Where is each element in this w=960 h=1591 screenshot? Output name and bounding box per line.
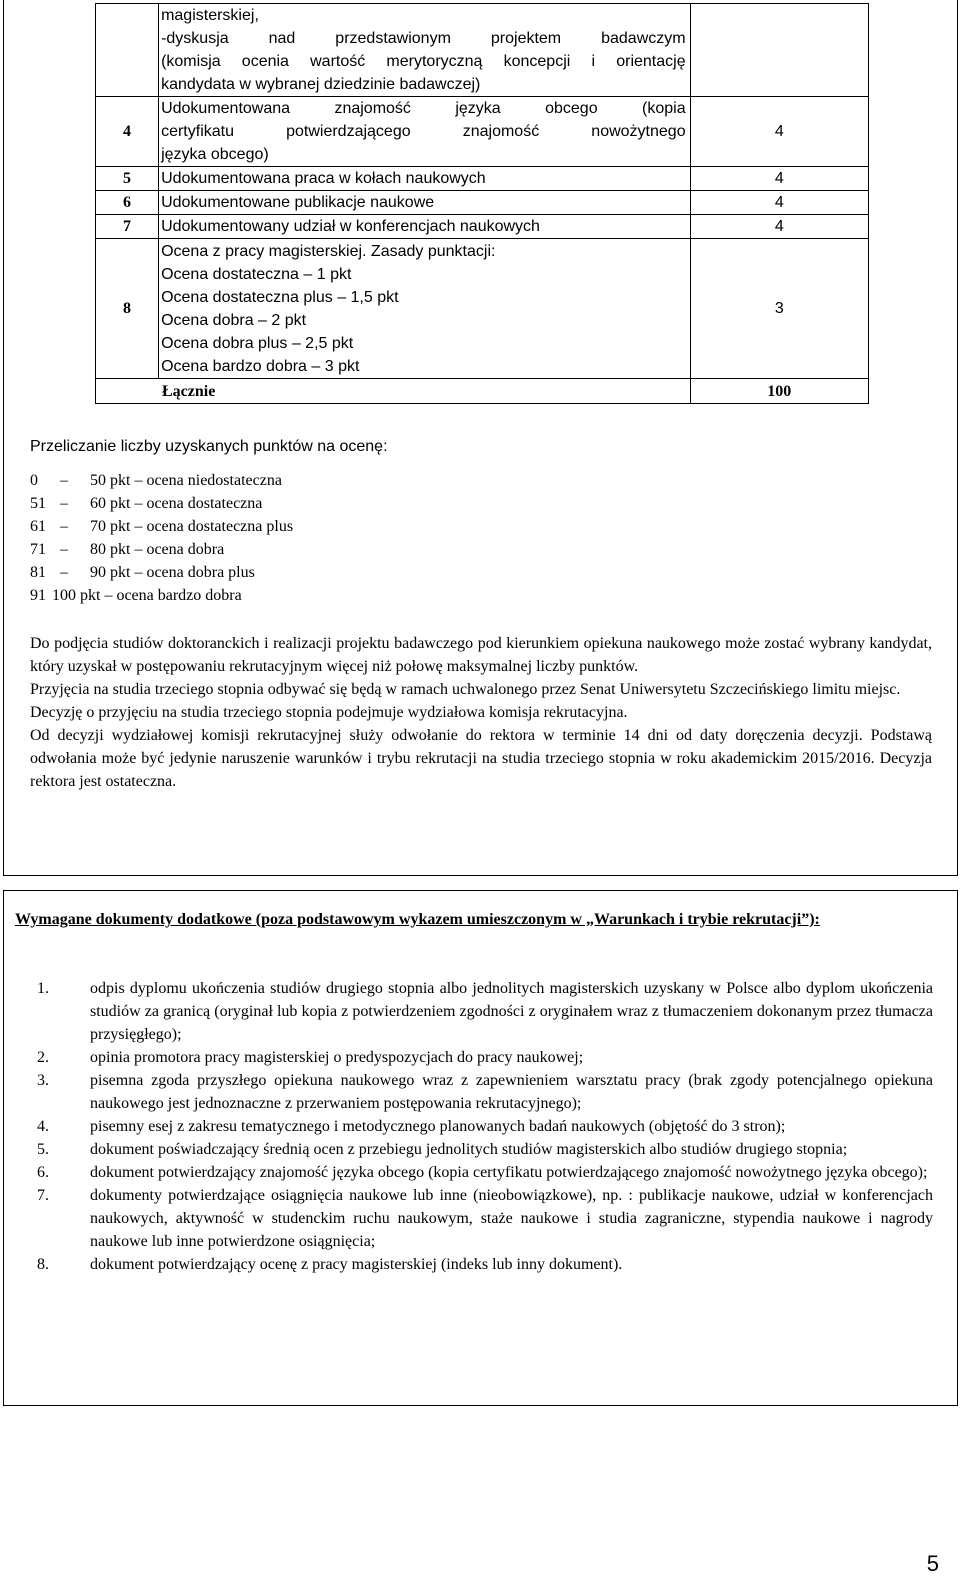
- admission-rules: [30, 632, 932, 793]
- scale-to: 100 pkt – ocena bardzo dobra: [52, 587, 242, 604]
- row-number: 4: [96, 97, 159, 167]
- row-number: 7: [96, 215, 159, 239]
- requirements-heading: [15, 908, 940, 931]
- scale-row: [30, 584, 940, 607]
- table-row: [96, 97, 869, 167]
- table-row: [96, 191, 869, 215]
- description-line: -dyskusja nad przedstawionym projektem badawczym: [161, 30, 686, 47]
- scale-from: 81: [30, 564, 46, 581]
- description-line: języka obcego): [161, 146, 269, 163]
- scale-dash: –: [60, 541, 68, 558]
- row-points: 4: [690, 215, 868, 239]
- total-value: [690, 379, 868, 404]
- row-points: 3: [690, 239, 868, 379]
- table-row: [96, 4, 869, 97]
- scale-to: 70 pkt – ocena dostateczna plus: [90, 518, 294, 535]
- description-line: Ocena dobra – 2 pkt: [161, 311, 307, 329]
- requirements-ol: [15, 977, 933, 1276]
- scale-row: [30, 561, 940, 584]
- scale-dash: –: [60, 495, 68, 512]
- scale-from: 71: [30, 541, 46, 558]
- row-points: 4: [690, 191, 868, 215]
- description-line: kandydata w wybranej dziedzinie badawczej): [161, 76, 481, 93]
- description-line: Ocena dostateczna – 1 pkt: [161, 265, 352, 283]
- row-description: [159, 191, 691, 215]
- list-item: [15, 1184, 933, 1253]
- row-description: [159, 167, 691, 191]
- item-number: 7.: [37, 1187, 49, 1204]
- scale-dash: –: [60, 564, 68, 581]
- scale-to: 90 pkt – ocena dobra plus: [90, 564, 255, 581]
- requirements-heading-text: Wymagane dokumenty dodatkowe (poza podstawowym wykazem umieszczonym w „Warunkach i trybie rekrutacji”):: [15, 911, 820, 928]
- row-points: 4: [690, 167, 868, 191]
- item-text: pisemny esej z zakresu tematycznego i metodycznego planowanych badań naukowych (objętość do 3 stron);: [90, 1118, 786, 1135]
- item-text: dokument potwierdzający ocenę z pracy magisterskiej (indeks lub inny dokument).: [90, 1256, 623, 1273]
- list-item: [15, 1161, 933, 1184]
- row-number: [96, 4, 159, 97]
- list-item: [15, 977, 933, 1046]
- description-line: certyfikatu potwierdzającego znajomość nowożytnego: [161, 123, 686, 140]
- row-description: [159, 215, 691, 239]
- description-line: magisterskiej,: [161, 7, 259, 24]
- row-description: [159, 97, 691, 167]
- description-line: Ocena bardzo dobra – 3 pkt: [161, 357, 360, 375]
- scale-row: [30, 469, 940, 492]
- item-number: 1.: [37, 980, 49, 997]
- item-number: 4.: [37, 1118, 49, 1135]
- rule-paragraph: Do podjęcia studiów doktoranckich i realizacji projektu badawczego pod kierunkiem opiekuna naukowego może zostać wybrany kandydat, który uzyskał w postępowaniu rekrutacyjnym więcej niż połowę maksymalnej liczby punktów.: [30, 635, 932, 675]
- rule-paragraph: Decyzję o przyjęciu na studia trzeciego stopnia podejmuje wydziałowa komisja rekrutacyjna.: [30, 704, 628, 721]
- description-line: Udokumentowane publikacje naukowe: [161, 194, 435, 211]
- conversion-heading: Przeliczanie liczby uzyskanych punktów na ocenę:: [30, 438, 388, 455]
- table-total-row: [96, 379, 869, 404]
- scale-to: 50 pkt – ocena niedostateczna: [90, 472, 282, 489]
- row-points: [690, 4, 868, 97]
- scale-from: 91: [30, 587, 46, 604]
- table-row: [96, 215, 869, 239]
- description-line: Ocena z pracy magisterskiej. Zasady punktacji:: [161, 242, 496, 260]
- item-text: dokumenty potwierdzające osiągnięcia naukowe lub inne (nieobowiązkowe), np. : publikacje naukowe, udział w konferencjach naukowych, aktywność w studenckim ruchu naukowym, staże naukowe i studia zagraniczne, stypendia naukowe i nagrody naukowe lub inne potwierdzone osiągnięcia;: [90, 1187, 933, 1250]
- scale-row: [30, 515, 940, 538]
- scale-from: 51: [30, 495, 46, 512]
- rule-paragraph: Od decyzji wydziałowej komisji rekrutacyjnej służy odwołanie do rektora w terminie 14 dni od daty doręczenia decyzji. Podstawą odwołania może być jedynie naruszenie warunków i trybu rekrutacji na studia trzeciego stopnia w roku akademickim 2015/2016. Decyzja rektora jest ostateczna.: [30, 727, 932, 790]
- description-line: Udokumentowana praca w kołach naukowych: [161, 170, 486, 187]
- list-item: [15, 1253, 933, 1276]
- item-text: dokument potwierdzający znajomość języka obcego (kopia certyfikatu potwierdzającego znajomość nowożytnego języka obcego);: [90, 1164, 928, 1181]
- item-text: opinia promotora pracy magisterskiej o predyspozycjach do pracy naukowej;: [90, 1049, 584, 1066]
- item-number: 6.: [37, 1164, 49, 1181]
- list-item: [15, 1046, 933, 1069]
- item-number: 3.: [37, 1072, 49, 1089]
- row-number: 6: [96, 191, 159, 215]
- scoring-table: [95, 3, 869, 404]
- total-label-cell: [96, 379, 691, 404]
- item-text: dokument poświadczający średnią ocen z przebiegu jednolitych studiów magisterskich albo studiów drugiego stopnia;: [90, 1141, 848, 1158]
- row-number: 5: [96, 167, 159, 191]
- list-item: [15, 1115, 933, 1138]
- list-item: [15, 1138, 933, 1161]
- item-text: odpis dyplomu ukończenia studiów drugiego stopnia albo jednolitych magisterskich uzyskany w Polsce albo dyplom ukończenia studiów za granicą (oryginał lub kopia z potwierdzeniem zgodności z oryginałem wraz z tłumaczeniem dokonanym przez tłumacza przysięgłego);: [90, 980, 933, 1043]
- rule-paragraph: Przyjęcia na studia trzeciego stopnia odbywać się będą w ramach uchwalonego przez Senat Uniwersytetu Szczecińskiego limitu miejsc.: [30, 681, 901, 698]
- table-row: [96, 167, 869, 191]
- description-line: (komisja ocenia wartość merytoryczną koncepcji i orientację: [161, 53, 686, 70]
- conversion-scale: [30, 469, 940, 607]
- list-item: [15, 1069, 933, 1115]
- scale-dash: –: [60, 518, 68, 535]
- total-label: Łącznie: [162, 382, 216, 400]
- row-description: [159, 239, 691, 379]
- scale-row: [30, 538, 940, 561]
- scale-row: [30, 492, 940, 515]
- scale-to: 80 pkt – ocena dobra: [90, 541, 225, 558]
- description-line: Udokumentowana znajomość języka obcego (kopia: [161, 100, 686, 117]
- total-value-text: 100: [767, 382, 792, 400]
- row-number: 8: [96, 239, 159, 379]
- item-number: 5.: [37, 1141, 49, 1158]
- item-text: pisemna zgoda przyszłego opiekuna naukowego wraz z zapewnieniem warsztatu pracy (brak zgody potencjalnego opiekuna naukowego jest jednoznaczne z przerwaniem postępowania rekrutacyjnego);: [90, 1072, 933, 1112]
- item-number: 2.: [37, 1049, 49, 1066]
- description-line: Udokumentowany udział w konferencjach naukowych: [161, 218, 540, 235]
- scale-to: 60 pkt – ocena dostateczna: [90, 495, 263, 512]
- scale-dash: –: [60, 472, 68, 489]
- description-line: Ocena dostateczna plus – 1,5 pkt: [161, 288, 399, 306]
- row-points: 4: [690, 97, 868, 167]
- scale-from: 61: [30, 518, 46, 535]
- table-row: [96, 239, 869, 379]
- item-number: 8.: [37, 1256, 49, 1273]
- requirements-list: [15, 977, 933, 1276]
- scale-from: 0: [30, 472, 38, 489]
- row-description: [159, 4, 691, 97]
- page-number: 5: [926, 1551, 939, 1576]
- description-line: Ocena dobra plus – 2,5 pkt: [161, 334, 354, 352]
